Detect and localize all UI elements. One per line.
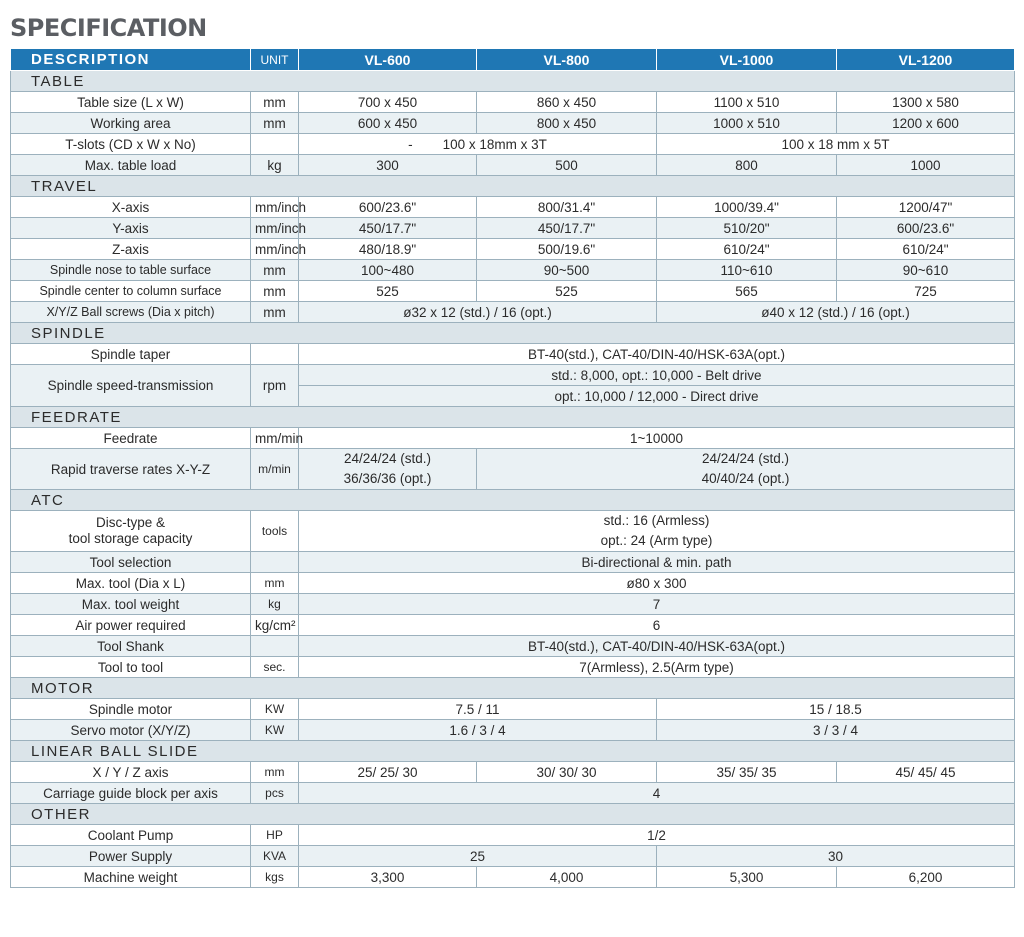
section-label: SPINDLE: [11, 323, 1015, 344]
value-cell: 600/23.6": [299, 197, 477, 218]
section-header-motor: [11, 678, 1015, 699]
row-description: Max. tool weight: [11, 594, 251, 615]
value-cell: [477, 449, 1015, 490]
row-description: Machine weight: [11, 867, 251, 888]
row-description: [11, 511, 251, 552]
value-cell: 7(Armless), 2.5(Arm type): [299, 657, 1015, 678]
header-model-vl600: VL-600: [299, 49, 477, 71]
row-description: Rapid traverse rates X-Y-Z: [11, 449, 251, 490]
row-unit: tools: [251, 511, 299, 552]
page-title: SPECIFICATION: [10, 14, 207, 42]
header-unit: UNIT: [251, 49, 299, 71]
value-cell: 800/31.4": [477, 197, 657, 218]
value-cell: 860 x 450: [477, 92, 657, 113]
row-description: Feedrate: [11, 428, 251, 449]
value-cell: 500: [477, 155, 657, 176]
section-header-travel: [11, 176, 1015, 197]
spec-row-spindle-nose: [11, 260, 1015, 281]
value-cell: 725: [837, 281, 1015, 302]
row-unit: m/min: [251, 449, 299, 490]
value-cell: 6: [299, 615, 1015, 636]
value-cell: 110~610: [657, 260, 837, 281]
value-cell: 1200 x 600: [837, 113, 1015, 134]
value-cell: 510/20": [657, 218, 837, 239]
row-unit: [251, 552, 299, 573]
value-cell: 525: [299, 281, 477, 302]
value-cell: [299, 511, 1015, 552]
value-cell: 480/18.9": [299, 239, 477, 260]
row-unit: mm/inch: [251, 197, 299, 218]
spec-row-air-power: [11, 615, 1015, 636]
value-cell: 6,200: [837, 867, 1015, 888]
spec-row-machine-weight: [11, 867, 1015, 888]
value-cell: Bi-directional & min. path: [299, 552, 1015, 573]
row-unit: mm/inch: [251, 239, 299, 260]
value-line: 24/24/24 (std.): [701, 451, 790, 466]
value-cell: [299, 449, 477, 490]
value-cell: BT-40(std.), CAT-40/DIN-40/HSK-63A(opt.): [299, 344, 1015, 365]
value-cell: 25: [299, 846, 657, 867]
spec-row-tool-to-tool: [11, 657, 1015, 678]
value-cell: 15 / 18.5: [657, 699, 1015, 720]
value-cell: 3 / 3 / 4: [657, 720, 1015, 741]
header-model-vl1200: VL-1200: [837, 49, 1015, 71]
spec-row-ball-screws: [11, 302, 1015, 323]
spec-row-x-axis: [11, 197, 1015, 218]
section-label: TRAVEL: [11, 176, 1015, 197]
section-header-table: [11, 71, 1015, 92]
spec-row-spindle-speed: [11, 365, 1015, 386]
section-header-other: [11, 804, 1015, 825]
row-unit: KW: [251, 699, 299, 720]
spec-row-t-slots: [11, 134, 1015, 155]
value-cell: 7.5 / 11: [299, 699, 657, 720]
spec-row-xyz-axis: [11, 762, 1015, 783]
row-unit: mm/min: [251, 428, 299, 449]
value-cell: 1~10000: [299, 428, 1015, 449]
section-label: LINEAR BALL SLIDE: [11, 741, 1015, 762]
value-cell: 100~480: [299, 260, 477, 281]
row-description: Air power required: [11, 615, 251, 636]
section-label: ATC: [11, 490, 1015, 511]
row-unit: kg/cm²: [251, 615, 299, 636]
value-cell: ø32 x 12 (std.) / 16 (opt.): [299, 302, 657, 323]
value-cell: 600 x 450: [299, 113, 477, 134]
value-cell: 4: [299, 783, 1015, 804]
value-cell: 4,000: [477, 867, 657, 888]
value-cell: 1100 x 510: [657, 92, 837, 113]
row-unit: mm: [251, 573, 299, 594]
value-cell: 450/17.7": [477, 218, 657, 239]
row-description: Power Supply: [11, 846, 251, 867]
value-cell: 90~610: [837, 260, 1015, 281]
value-cell: 90~500: [477, 260, 657, 281]
row-unit: mm: [251, 113, 299, 134]
value-cell: 525: [477, 281, 657, 302]
value-cell: 1000: [837, 155, 1015, 176]
row-description: Tool to tool: [11, 657, 251, 678]
spec-row-feedrate: [11, 428, 1015, 449]
spec-row-coolant-pump: [11, 825, 1015, 846]
value-line: 24/24/24 (std.): [343, 451, 432, 466]
value-cell: - 100 x 18mm x 3T: [299, 134, 657, 155]
value-cell: 610/24": [657, 239, 837, 260]
spec-row-tool-selection: [11, 552, 1015, 573]
row-description: Y-axis: [11, 218, 251, 239]
value-line: std.: 16 (Armless): [603, 513, 710, 528]
row-description: Spindle motor: [11, 699, 251, 720]
spec-row-z-axis: [11, 239, 1015, 260]
row-description: Coolant Pump: [11, 825, 251, 846]
row-unit: kg: [251, 594, 299, 615]
section-header-linear-ball-slide: [11, 741, 1015, 762]
row-description: Max. tool (Dia x L): [11, 573, 251, 594]
row-unit: HP: [251, 825, 299, 846]
value-cell: 5,300: [657, 867, 837, 888]
header-description: DESCRIPTION: [11, 49, 251, 71]
section-label: OTHER: [11, 804, 1015, 825]
row-unit: mm: [251, 302, 299, 323]
value-cell: 1000/39.4": [657, 197, 837, 218]
spec-row-max-table-load: [11, 155, 1015, 176]
row-unit: mm: [251, 762, 299, 783]
spec-row-disc-type: [11, 511, 1015, 552]
row-unit: pcs: [251, 783, 299, 804]
header-row: [11, 49, 1015, 71]
spec-row-max-tool-weight: [11, 594, 1015, 615]
row-unit: mm/inch: [251, 218, 299, 239]
section-label: MOTOR: [11, 678, 1015, 699]
spec-row-y-axis: [11, 218, 1015, 239]
row-description: X/Y/Z Ball screws (Dia x pitch): [11, 302, 251, 323]
spec-row-spindle-taper: [11, 344, 1015, 365]
value-cell: 500/19.6": [477, 239, 657, 260]
value-cell: 3,300: [299, 867, 477, 888]
value-cell: 1000 x 510: [657, 113, 837, 134]
spec-row-rapid-traverse: [11, 449, 1015, 490]
section-label: TABLE: [11, 71, 1015, 92]
value-cell: 610/24": [837, 239, 1015, 260]
value-cell: 450/17.7": [299, 218, 477, 239]
spec-row-spindle-motor: [11, 699, 1015, 720]
row-unit: mm: [251, 281, 299, 302]
value-cell: 800 x 450: [477, 113, 657, 134]
row-description: Spindle nose to table surface: [11, 260, 251, 281]
row-unit: rpm: [251, 365, 299, 407]
section-header-spindle: [11, 323, 1015, 344]
row-description: Z-axis: [11, 239, 251, 260]
value-cell: 565: [657, 281, 837, 302]
value-cell: BT-40(std.), CAT-40/DIN-40/HSK-63A(opt.): [299, 636, 1015, 657]
value-cell: 300: [299, 155, 477, 176]
value-cell: 1/2: [299, 825, 1015, 846]
value-cell: 45/ 45/ 45: [837, 762, 1015, 783]
desc-line: tool storage capacity: [68, 531, 193, 546]
header-model-vl800: VL-800: [477, 49, 657, 71]
row-description: Working area: [11, 113, 251, 134]
row-description: Spindle taper: [11, 344, 251, 365]
value-cell: 600/23.6": [837, 218, 1015, 239]
value-cell: std.: 8,000, opt.: 10,000 - Belt drive: [299, 365, 1015, 386]
spec-row-working-area: [11, 113, 1015, 134]
spec-row-power-supply: [11, 846, 1015, 867]
spec-row-max-tool: [11, 573, 1015, 594]
value-cell: opt.: 10,000 / 12,000 - Direct drive: [299, 386, 1015, 407]
row-description: Spindle center to column surface: [11, 281, 251, 302]
value-cell: 1.6 / 3 / 4: [299, 720, 657, 741]
value-cell: 30/ 30/ 30: [477, 762, 657, 783]
value-line: 40/40/24 (opt.): [701, 471, 790, 486]
row-description: Spindle speed-transmission: [11, 365, 251, 407]
value-line: 36/36/36 (opt.): [343, 471, 432, 486]
row-unit: [251, 636, 299, 657]
spec-row-tool-shank: [11, 636, 1015, 657]
value-cell: 7: [299, 594, 1015, 615]
spec-row-servo-motor: [11, 720, 1015, 741]
value-cell: 30: [657, 846, 1015, 867]
spec-row-carriage: [11, 783, 1015, 804]
value-line: opt.: 24 (Arm type): [600, 533, 713, 548]
value-cell: 100 x 18 mm x 5T: [657, 134, 1015, 155]
row-description: T-slots (CD x W x No): [11, 134, 251, 155]
spec-row-spindle-center: [11, 281, 1015, 302]
section-label: FEEDRATE: [11, 407, 1015, 428]
row-unit: kg: [251, 155, 299, 176]
row-unit: [251, 134, 299, 155]
row-unit: mm: [251, 92, 299, 113]
row-description: X-axis: [11, 197, 251, 218]
section-header-atc: [11, 490, 1015, 511]
value-cell: 25/ 25/ 30: [299, 762, 477, 783]
value-cell: 700 x 450: [299, 92, 477, 113]
value-cell: 1200/47": [837, 197, 1015, 218]
row-description: X / Y / Z axis: [11, 762, 251, 783]
row-description: Servo motor (X/Y/Z): [11, 720, 251, 741]
specification-table: [10, 48, 1015, 888]
value-cell: 35/ 35/ 35: [657, 762, 837, 783]
row-unit: mm: [251, 260, 299, 281]
row-unit: [251, 344, 299, 365]
row-description: Tool selection: [11, 552, 251, 573]
desc-line: Disc-type &: [95, 515, 166, 530]
value-cell: 1300 x 580: [837, 92, 1015, 113]
row-description: Max. table load: [11, 155, 251, 176]
value-cell: ø80 x 300: [299, 573, 1015, 594]
value-cell: ø40 x 12 (std.) / 16 (opt.): [657, 302, 1015, 323]
row-unit: kgs: [251, 867, 299, 888]
spec-row-table-size: [11, 92, 1015, 113]
row-unit: KVA: [251, 846, 299, 867]
value-cell: 800: [657, 155, 837, 176]
row-unit: KW: [251, 720, 299, 741]
header-model-vl1000: VL-1000: [657, 49, 837, 71]
row-description: Table size (L x W): [11, 92, 251, 113]
row-description: Tool Shank: [11, 636, 251, 657]
section-header-feedrate: [11, 407, 1015, 428]
row-unit: sec.: [251, 657, 299, 678]
row-description: Carriage guide block per axis: [11, 783, 251, 804]
